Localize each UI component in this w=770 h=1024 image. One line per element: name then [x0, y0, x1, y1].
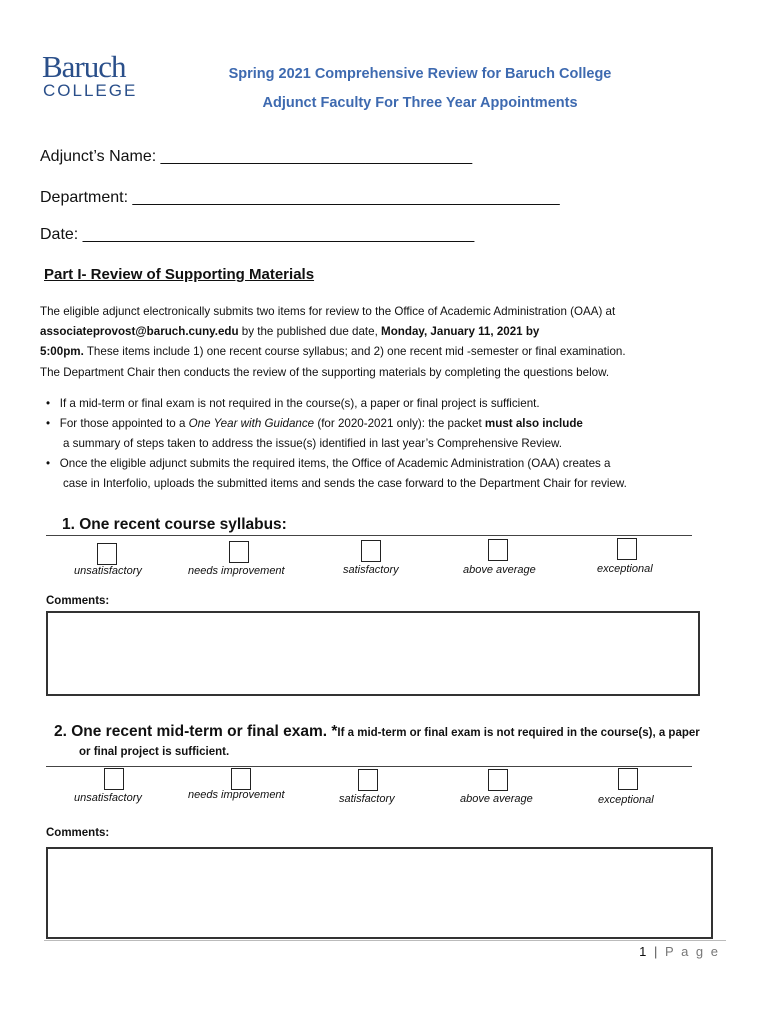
bullet-2-continued: a summary of steps taken to address the issue(s) identified in last year’s Comprehensive Review.: [63, 437, 562, 450]
section1-divider: [46, 535, 692, 536]
due-date: Monday, January 11, 2021 by: [381, 325, 540, 338]
due-time: 5:00pm.: [40, 345, 84, 358]
rating-checkbox-satisfactory[interactable]: [358, 769, 378, 791]
document-title: Spring 2021 Comprehensive Review for Baruch College: [228, 66, 612, 82]
rating-checkbox-unsatisfactory[interactable]: [104, 768, 124, 790]
section2-comments-box[interactable]: [46, 847, 713, 939]
adjunct-name-field[interactable]: Adjunct’s Name: ___________________________________: [40, 148, 473, 165]
rating-label: above average: [463, 564, 536, 576]
part1-paragraph-line2: associateprovost@baruch.cuny.edu by the published due date, Monday, January 11, 2021 by: [40, 325, 540, 338]
page-separator: |: [654, 944, 660, 959]
section1-heading: 1. One recent course syllabus:: [62, 516, 287, 533]
document-subtitle: Adjunct Faculty For Three Year Appointments: [262, 95, 578, 111]
page-number: 1: [639, 944, 649, 959]
section2-comments-label: Comments:: [46, 827, 110, 839]
rating-label: satisfactory: [339, 793, 395, 805]
rating-checkbox-needs-improvement[interactable]: [229, 541, 249, 563]
rating-label: exceptional: [598, 794, 654, 806]
rating-label: above average: [460, 793, 533, 805]
bullet-2: • For those appointed to a One Year with Guidance (for 2020-2021 only): the packet must also include: [46, 417, 583, 430]
part1-heading: Part I- Review of Supporting Materials: [44, 266, 315, 283]
footer-rule: [44, 940, 726, 941]
section1-comments-box[interactable]: [46, 611, 700, 696]
rating-label: satisfactory: [343, 564, 399, 576]
bullet-1: • If a mid-term or final exam is not required in the course(s), a paper or final project is sufficient.: [46, 397, 540, 410]
section2-divider: [46, 766, 692, 767]
rating-checkbox-above-average[interactable]: [488, 769, 508, 791]
section2-heading: 2. One recent mid-term or final exam. *If a mid-term or final exam is not required in the course(s), a paper: [54, 723, 700, 740]
rating-checkbox-above-average[interactable]: [488, 539, 508, 561]
section1-comments-label: Comments:: [46, 595, 110, 607]
rating-checkbox-unsatisfactory[interactable]: [97, 543, 117, 565]
part1-paragraph-line1: The eligible adjunct electronically submits two items for review to the Office of Academic Administration (OAA) at: [40, 305, 616, 318]
rating-checkbox-exceptional[interactable]: [617, 538, 637, 560]
baruch-logo-college: COLLEGE: [43, 81, 138, 100]
rating-checkbox-needs-improvement[interactable]: [231, 768, 251, 790]
rating-label: needs improvement: [188, 789, 285, 801]
rating-checkbox-exceptional[interactable]: [618, 768, 638, 790]
department-field[interactable]: Department: ________________________________________________: [40, 189, 560, 206]
rating-label: unsatisfactory: [74, 792, 142, 804]
bullet-3: • Once the eligible adjunct submits the required items, the Office of Academic Administration (OAA) creates a: [46, 457, 611, 470]
bullet-3-continued: case in Interfolio, uploads the submitted items and sends the case forward to the Department Chair for review.: [63, 477, 627, 490]
oaa-email[interactable]: associateprovost@baruch.cuny.edu: [40, 325, 239, 338]
page-word: P a g e: [665, 944, 720, 959]
section2-note: or final project is sufficient.: [79, 746, 230, 758]
rating-label: needs improvement: [188, 565, 285, 577]
rating-checkbox-satisfactory[interactable]: [361, 540, 381, 562]
rating-label: exceptional: [597, 563, 653, 575]
part1-paragraph-line4: The Department Chair then conducts the review of the supporting materials by completing the questions below.: [40, 366, 610, 379]
page-footer: [639, 944, 720, 959]
baruch-logo-wordmark: Baruch: [42, 49, 126, 84]
part1-paragraph-line3: 5:00pm. These items include 1) one recent course syllabus; and 2) one recent mid -semester or final examination.: [40, 345, 626, 358]
date-field[interactable]: Date: ____________________________________________: [40, 226, 475, 243]
rating-label: unsatisfactory: [74, 565, 142, 577]
